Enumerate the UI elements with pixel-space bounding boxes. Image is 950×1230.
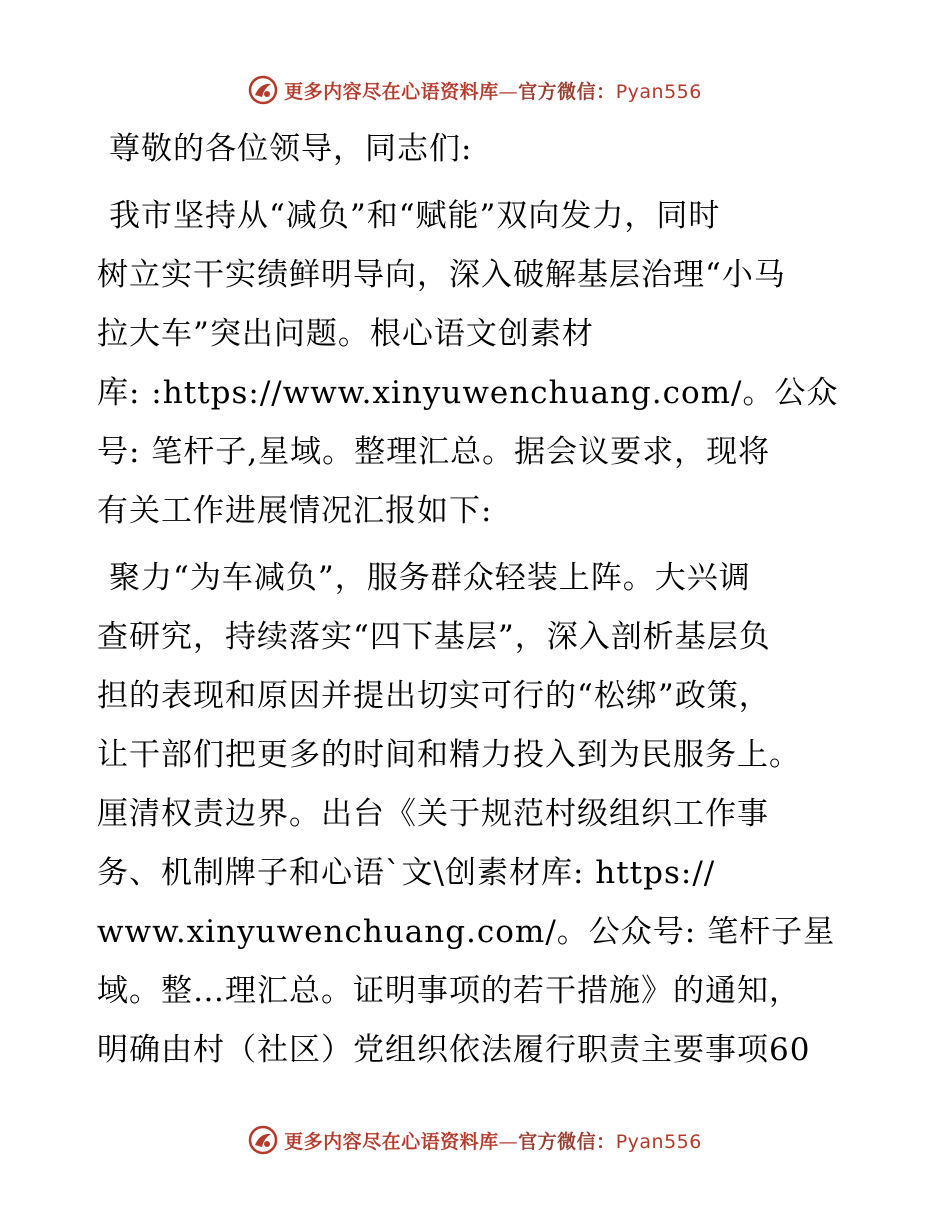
paragraph-line: 查研究，持续落实“四下基层”，深入剖析基层负 (97, 619, 771, 655)
header-wechat-label: 官方微信： (518, 80, 616, 103)
header-brand-text: 更多内容尽在心语资料库 (284, 80, 499, 103)
paragraph-line: 拉大车”突出问题。根心语文创素材 (97, 316, 594, 352)
paragraph-line: 我市坚持从“减负”和“赋能”双向发力，同时 (109, 198, 721, 234)
paragraph-line: 树立实干实绩鲜明导向，深入破解基层治理“小马 (97, 257, 786, 293)
paragraph-line: 域。整…理汇总。证明事项的若干措施》的通知， (97, 973, 801, 1009)
paragraph-line: 聚力“为车减负”，服务群众轻装上阵。大兴调 (109, 560, 751, 596)
paragraph-line: 库: :https://www.xinyuwenchuang.com/。公众 (97, 375, 839, 411)
brand-logo-icon (248, 75, 278, 105)
paragraph-line: 让干部们把更多的时间和精力投入到为民服务上。 (97, 737, 801, 773)
header-dash: — (498, 80, 519, 103)
paragraph-line: 明确由村（社区）党组织依法履行职责主要事项60 (97, 1032, 811, 1068)
paragraph-line: 有关工作进展情况汇报如下: (97, 493, 493, 529)
footer-banner (0, 1122, 950, 1158)
footer-brand-text: 更多内容尽在心语资料库 (284, 1130, 499, 1153)
paragraph-line: 号: 笔杆子,星域。整理汇总。据会议要求，现将 (97, 434, 771, 470)
paragraph-line: 担的表现和原因并提出切实可行的“松绑”政策， (97, 678, 771, 714)
paragraph-line: 务、机制牌子和心语`文\创素材库: https:// (97, 855, 716, 891)
paragraph-1 (97, 187, 857, 541)
footer-wechat-id: Pyan556 (615, 1130, 702, 1153)
header-wechat-id: Pyan556 (615, 80, 702, 103)
greeting: 尊敬的各位领导，同志们: (109, 131, 473, 167)
footer-banner-text (284, 1127, 702, 1154)
paragraph-2 (97, 549, 857, 1080)
header-banner-text (284, 77, 702, 104)
footer-dash: — (498, 1130, 519, 1153)
paragraph-line: 厘清权责边界。出台《关于规范村级组织工作事 (97, 796, 769, 832)
document-body (97, 120, 857, 1088)
footer-wechat-label: 官方微信： (518, 1130, 616, 1153)
paragraph-line: www.xinyuwenchuang.com/。公众号: 笔杆子星 (97, 914, 836, 950)
header-banner (0, 72, 950, 108)
brand-logo-icon (248, 1125, 278, 1155)
